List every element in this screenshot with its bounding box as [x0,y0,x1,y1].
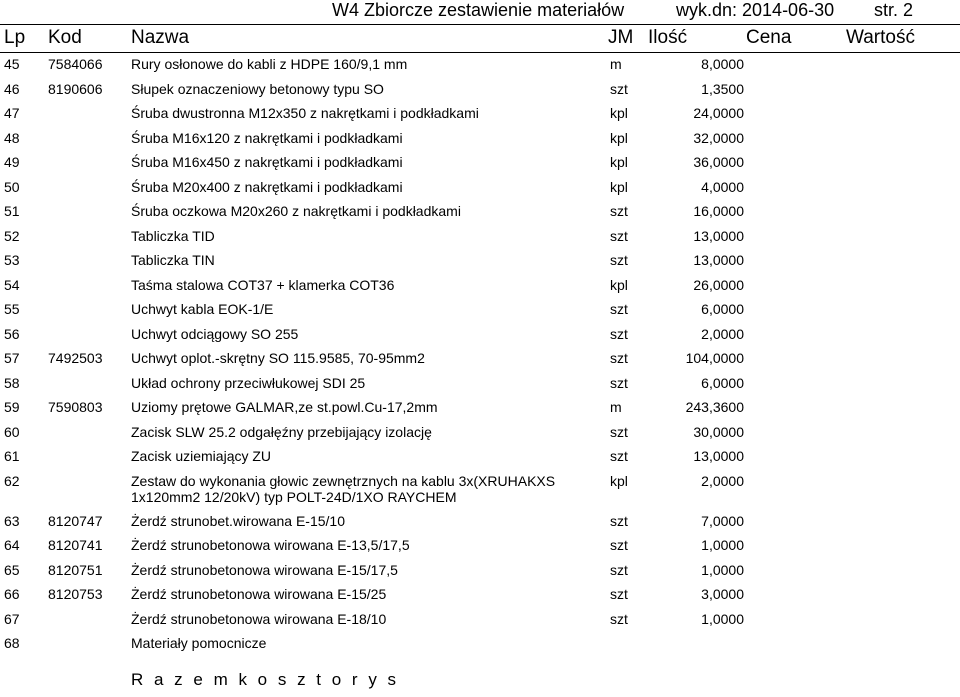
row-name: Uchwyt kabla EOK-1/E [131,301,274,317]
row-kod: 8120751 [48,561,103,578]
table-row [0,273,960,298]
row-lp: 51 [4,203,20,219]
row-jm: szt [610,512,628,529]
row-name: Śruba M16x450 z nakrętkami i podkładkami [131,154,403,170]
table-row [0,346,960,371]
row-quantity: 13,0000 [693,252,744,268]
row-kod: 8120747 [48,512,103,529]
row-lp: 61 [4,448,20,464]
row-name: Układ ochrony przeciwłukowej SDI 25 [131,374,366,391]
row-lp: 59 [4,399,20,415]
column-header-wartosc: Wartość [846,27,915,48]
row-quantity: 7,0000 [701,512,744,529]
page-number: str. 2 [874,0,914,20]
row-lp: 64 [4,537,20,553]
row-quantity: 6,0000 [701,374,744,391]
row-quantity: 13,0000 [693,448,744,464]
row-name: Tabliczka TID [131,227,215,244]
row-name: Materiały pomocnicze [131,635,267,651]
row-jm: szt [610,423,628,440]
row-kod: 7492503 [48,350,103,366]
row-jm: kpl [610,154,628,170]
table-row [0,322,960,347]
table-row [0,175,960,200]
row-name: Żerdź strunobetonowa wirowana E-18/10 [131,610,387,627]
table-row [0,248,960,273]
row-name: Uchwyt oplot.-skrętny SO 115.9585, 70-95mm2 [131,350,425,366]
row-jm: szt [610,203,628,219]
column-header-lp: Lp [4,27,26,48]
row-lp: 55 [4,301,20,317]
row-quantity: 243,3600 [685,399,744,415]
row-quantity: 30,0000 [693,423,744,440]
table-row [0,533,960,558]
table-row [0,631,960,656]
row-jm: szt [610,301,628,317]
column-header-nazwa: Nazwa [131,27,190,48]
row-quantity: 4,0000 [701,178,744,195]
row-name: Żerdź strunobetonowa wirowana E-15/25 [131,586,387,602]
row-quantity: 6,0000 [701,301,744,317]
row-lp: 66 [4,586,20,602]
row-lp: 48 [4,129,20,146]
row-quantity: 32,0000 [693,129,744,146]
table-row [0,420,960,445]
table-row [0,607,960,632]
row-lp: 68 [4,635,20,651]
row-lp: 49 [4,154,20,170]
row-jm: m [610,56,622,72]
row-name: Uziomy prętowe GALMAR,ze st.powl.Cu-17,2mm [131,399,438,415]
row-jm: szt [610,448,628,464]
row-kod: 8190606 [48,80,103,97]
summary-label: R a z e m k o s z t o r y s [131,670,400,689]
row-kod: 8120753 [48,586,103,602]
row-name: Śruba M16x120 z nakrętkami i podkładkami [131,129,403,146]
column-header-ilosc: Ilość [648,27,688,48]
row-quantity: 1,0000 [701,537,744,553]
row-lp: 47 [4,105,20,121]
row-lp: 46 [4,80,20,97]
table-body [0,52,960,656]
row-jm: szt [610,350,628,366]
table-row [0,509,960,534]
row-jm: kpl [610,276,628,293]
row-name: Rury osłonowe do kabli z HDPE 160/9,1 mm [131,56,408,72]
row-jm: szt [610,537,628,553]
row-name: Żerdź strunobet.wirowana E-15/10 [131,512,345,529]
row-kod: 7584066 [48,56,103,72]
row-name: Śruba dwustronna M12x350 z nakrętkami i podkładkami [131,105,479,121]
table-row [0,297,960,322]
table-row [0,199,960,224]
column-header-kod: Kod [48,27,82,48]
table-row [0,371,960,396]
row-name: Śruba oczkowa M20x260 z nakrętkami i podkładkami [131,203,461,219]
report-date: wyk.dn: 2014-06-30 [676,0,835,20]
row-quantity: 2,0000 [701,472,744,489]
row-quantity: 1,0000 [701,561,744,578]
row-lp: 53 [4,252,20,268]
row-jm: kpl [610,472,628,489]
row-quantity: 8,0000 [701,56,744,72]
row-lp: 62 [4,472,20,489]
row-name: Taśma stalowa COT37 + klamerka COT36 [131,276,395,293]
row-name: Zestaw do wykonania głowic zewnętrznych na kablu 3x(XRUHAKXS 1x120mm2 12/20kV) typ POLT-24D/1XO RAYCHEM [131,472,556,505]
table-row [0,582,960,607]
report-title: W4 Zbiorcze zestawienie materiałów [332,0,625,20]
table-row [0,126,960,151]
row-name: Zacisk uziemiający ZU [131,448,272,464]
row-kod: 7590803 [48,399,103,415]
row-quantity: 26,0000 [693,276,744,293]
row-lp: 60 [4,423,20,440]
row-lp: 56 [4,325,20,342]
row-jm: szt [610,325,628,342]
row-name: Zacisk SLW 25.2 odgałęźny przebijający izolację [131,423,432,440]
row-jm: szt [610,610,628,627]
row-lp: 52 [4,227,20,244]
row-jm: kpl [610,105,628,121]
row-lp: 65 [4,561,20,578]
row-quantity: 24,0000 [693,105,744,121]
row-quantity: 1,3500 [701,80,744,97]
column-header-cena: Cena [746,27,792,48]
row-jm: kpl [610,178,628,195]
row-lp: 67 [4,610,20,627]
table-row [0,101,960,126]
row-quantity: 13,0000 [693,227,744,244]
table-row [0,444,960,469]
row-lp: 63 [4,512,20,529]
row-name: Uchwyt odciągowy SO 255 [131,325,299,342]
row-name: Śruba M20x400 z nakrętkami i podkładkami [131,178,403,195]
row-quantity: 16,0000 [693,203,744,219]
row-jm: m [610,399,622,415]
row-jm: szt [610,374,628,391]
row-jm: szt [610,227,628,244]
column-header-jm: JM [608,27,634,48]
row-lp: 45 [4,56,20,72]
row-lp: 58 [4,374,20,391]
row-lp: 50 [4,178,20,195]
row-kod: 8120741 [48,537,103,553]
table-row [0,469,960,509]
row-quantity: 3,0000 [701,586,744,602]
row-lp: 57 [4,350,20,366]
row-quantity: 2,0000 [701,325,744,342]
row-name: Żerdź strunobetonowa wirowana E-13,5/17,5 [131,537,410,553]
row-jm: szt [610,586,628,602]
table-header [0,24,960,52]
row-name: Słupek oznaczeniowy betonowy typu SO [131,80,384,97]
row-jm: szt [610,561,628,578]
table-row [0,77,960,102]
row-jm: szt [610,252,628,268]
row-name: Tabliczka TIN [131,252,215,268]
row-jm: szt [610,80,628,97]
row-lp: 54 [4,276,20,293]
table-row [0,395,960,420]
row-jm: kpl [610,129,628,146]
row-quantity: 36,0000 [693,154,744,170]
row-name: Żerdź strunobetonowa wirowana E-15/17,5 [131,561,398,578]
table-row [0,150,960,175]
table-row [0,558,960,583]
row-quantity: 1,0000 [701,610,744,627]
row-quantity: 104,0000 [685,350,744,366]
table-row [0,224,960,249]
table-row [0,52,960,77]
